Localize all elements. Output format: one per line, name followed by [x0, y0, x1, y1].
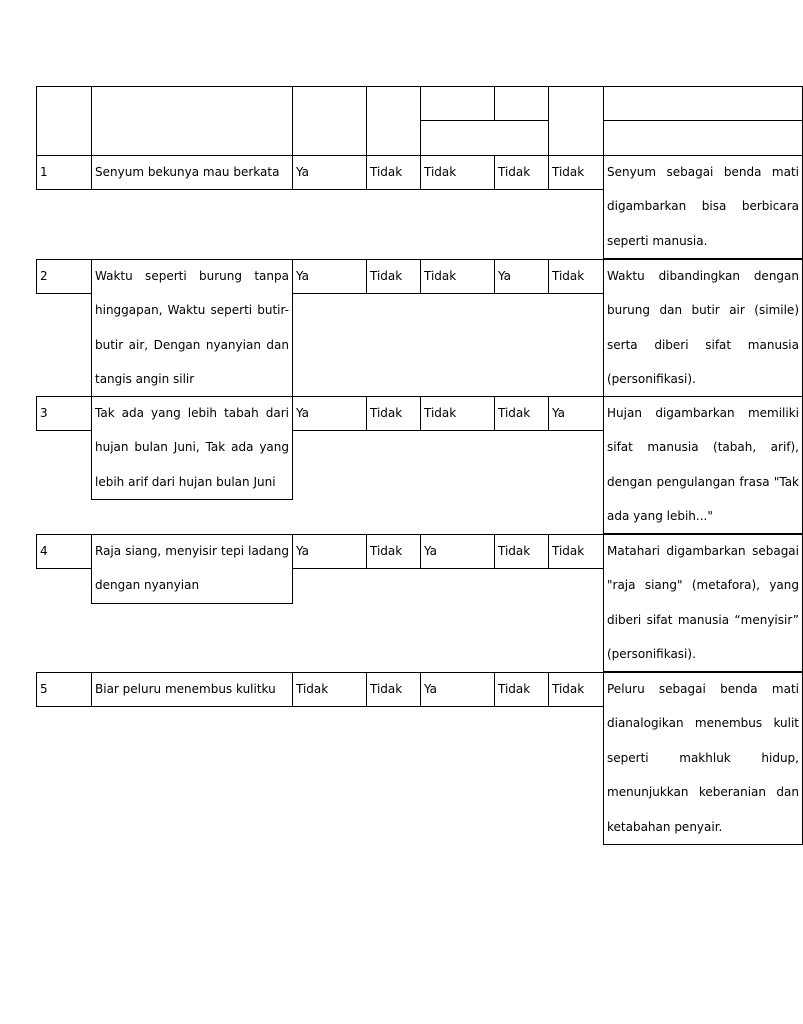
- answer-c3: Ya: [424, 682, 438, 696]
- header-cell-col4-top: [494, 86, 549, 121]
- answer-c1: Ya: [296, 165, 310, 179]
- answer-c4: Ya: [498, 269, 512, 283]
- answer-c4: Tidak: [498, 406, 531, 420]
- row-number: 2: [40, 269, 48, 283]
- poem-text: Senyum bekunya mau berkata: [95, 165, 280, 179]
- header-cell-col3-top: [420, 86, 495, 121]
- poem-text: Raja siang, menyisir tepi ladang dengan nyanyian: [95, 544, 289, 593]
- answer-c5: Tidak: [552, 544, 585, 558]
- answer-c1: Ya: [296, 269, 310, 283]
- poem-text: Waktu seperti burung tanpa hinggapan, Waktu seperti butir-butir air, Dengan nyanyian dan tangis angin silir: [95, 269, 289, 387]
- header-cell-col1: [292, 86, 367, 156]
- header-cell-col2: [366, 86, 421, 156]
- header-cell-desc-top: [603, 86, 803, 121]
- answer-c2: Tidak: [370, 544, 403, 558]
- description-text: Hujan digambarkan memiliki sifat manusia (tabah, arif), dengan pengulangan frasa "Tak ada yang lebih...": [607, 406, 799, 524]
- row-number: 5: [40, 682, 48, 696]
- row-number: 3: [40, 406, 48, 420]
- answer-c2: Tidak: [370, 165, 403, 179]
- answer-c5: Tidak: [552, 682, 585, 696]
- answer-c2: Tidak: [370, 269, 403, 283]
- header-cell-poem: [91, 86, 293, 156]
- description-text: Waktu dibandingkan dengan burung dan butir air (simile) serta diberi sifat manusia (personifikasi).: [607, 269, 799, 387]
- answer-c4: Tidak: [498, 682, 531, 696]
- header-cell-no: [36, 86, 92, 156]
- answer-c5: Tidak: [552, 269, 585, 283]
- answer-c1: Ya: [296, 406, 310, 420]
- poem-text: Tak ada yang lebih tabah dari hujan bulan Juni, Tak ada yang lebih arif dari hujan bulan Juni: [95, 406, 289, 489]
- answer-c3: Tidak: [424, 406, 457, 420]
- answer-c3: Tidak: [424, 165, 457, 179]
- header-cell-desc-bottom: [603, 120, 803, 156]
- header-cell-col3-col4-bottom: [420, 120, 549, 156]
- answer-c2: Tidak: [370, 406, 403, 420]
- description-text: Senyum sebagai benda mati digambarkan bisa berbicara seperti manusia.: [607, 165, 799, 248]
- header-cell-col5: [548, 86, 604, 156]
- answer-c3: Tidak: [424, 269, 457, 283]
- answer-c2: Tidak: [370, 682, 403, 696]
- description-text: Peluru sebagai benda mati dianalogikan menembus kulit seperti makhluk hidup, menunjukkan keberanian dan ketabahan penyair.: [607, 682, 799, 834]
- row-number: 4: [40, 544, 48, 558]
- description-text: Matahari digambarkan sebagai "raja siang" (metafora), yang diberi sifat manusia “menyisir” (personifikasi).: [607, 544, 799, 662]
- answer-c4: Tidak: [498, 165, 531, 179]
- answer-c4: Tidak: [498, 544, 531, 558]
- row-number: 1: [40, 165, 48, 179]
- answer-c1: Ya: [296, 544, 310, 558]
- answer-c1: Tidak: [296, 682, 329, 696]
- answer-c5: Tidak: [552, 165, 585, 179]
- answer-c5: Ya: [552, 406, 566, 420]
- answer-c3: Ya: [424, 544, 438, 558]
- poem-text: Biar peluru menembus kulitku: [95, 682, 276, 696]
